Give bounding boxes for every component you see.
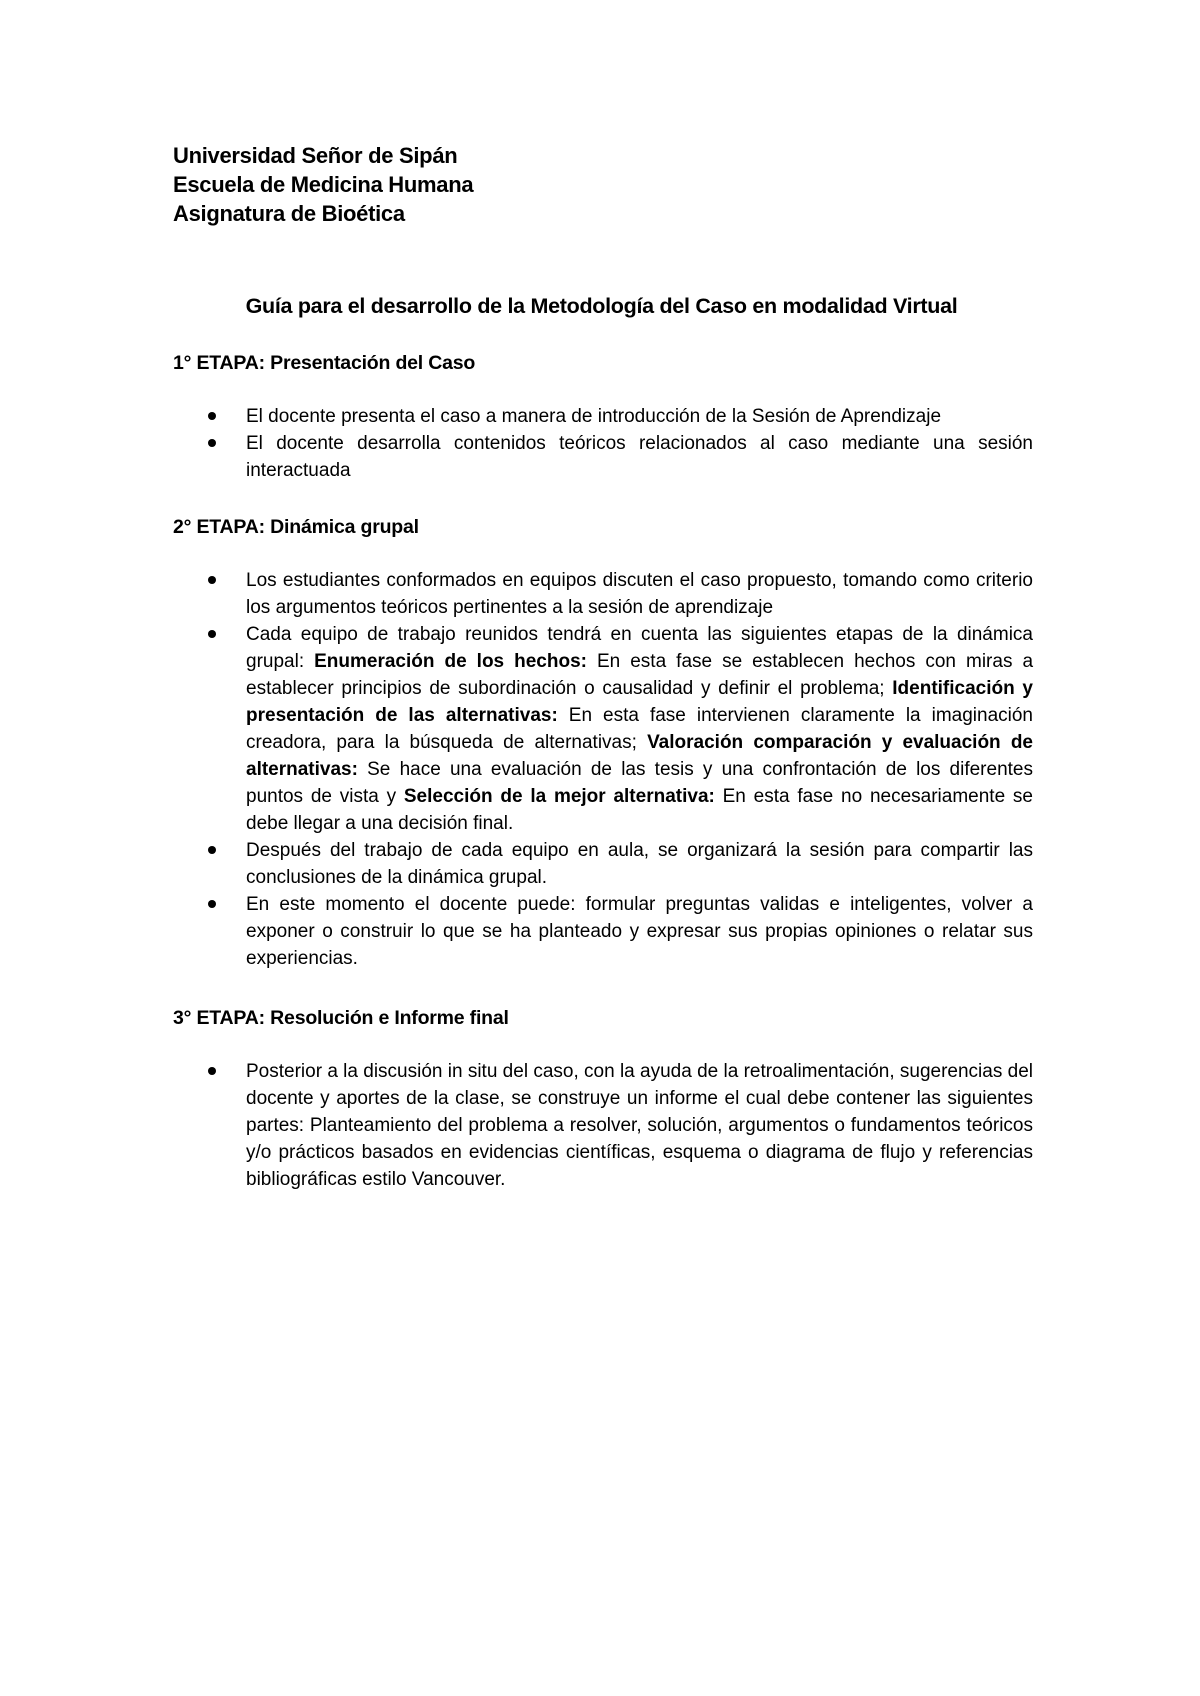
list-item: En este momento el docente puede: formular preguntas validas e inteligentes, volver a exponer o construir lo que se ha planteado y expresar sus propias opiniones o relatar sus experiencias. [173,891,1033,972]
bullet-icon [208,900,216,908]
stage-1-list [173,403,1033,484]
list-item: El docente presenta el caso a manera de introducción de la Sesión de Aprendizaje [173,403,1033,430]
bullet-icon [208,846,216,854]
term-identification: Identificación y presentación de las alternativas: [246,678,1033,726]
list-item: Cada equipo de trabajo reunidos tendrá en cuenta las siguientes etapas de la dinámica grupal: Enumeración de los hechos: En esta fase se establecen hechos con miras a establecer principios de subordinación o causalidad y definir el problema; Identificación y presentación de las alternativas: En esta fase intervienen claramente la imaginación creadora, para la búsqueda de alternativas; Valoración comparación y evaluación de alternativas: Se hace una evaluación de las tesis y una confrontación de los diferentes puntos de vista y Selección de la mejor alternativa: En esta fase no necesariamente se debe llegar a una decisión final. [173,621,1033,837]
bullet-icon [208,412,216,420]
stage-3-heading: 3° ETAPA: Resolución e Informe final [173,1007,509,1029]
term-enumeration: Enumeración de los hechos: [314,651,587,672]
stage-1-section [173,350,1033,484]
document-title: Guía para el desarrollo de la Metodología del Caso en modalidad Virtual [245,294,958,318]
stage-3-list [173,1058,1033,1193]
course-name: Asignatura de Bioética [173,201,405,226]
term-valuation: Valoración comparación y evaluación de alternativas: [246,732,1033,780]
school-name: Escuela de Medicina Humana [173,172,474,197]
bullet-icon [208,439,216,447]
document-header [173,141,873,228]
stage-3-section [173,1005,1033,1193]
stage-2-section [173,514,1033,972]
bullet-icon [208,576,216,584]
list-item: El docente desarrolla contenidos teóricos relacionados al caso mediante una sesión interactuada [173,430,1033,484]
list-item: Los estudiantes conformados en equipos discuten el caso propuesto, tomando como criterio los argumentos teóricos pertinentes a la sesión de aprendizaje [173,567,1033,621]
stage-2-list [173,567,1033,972]
list-item: Después del trabajo de cada equipo en aula, se organizará la sesión para compartir las conclusiones de la dinámica grupal. [173,837,1033,891]
term-selection: Selección de la mejor alternativa: [403,786,715,807]
bullet-icon [208,1067,216,1075]
bullet-icon [208,630,216,638]
university-name: Universidad Señor de Sipán [173,143,458,168]
stage-2-heading: 2° ETAPA: Dinámica grupal [173,516,419,538]
list-item: Posterior a la discusión in situ del caso, con la ayuda de la retroalimentación, sugerencias del docente y aportes de la clase, se construye un informe el cual debe contener las siguientes partes: Planteamiento del problema a resolver, solución, argumentos o fundamentos teóricos y/o prácticos basados en evidencias científicas, esquema o diagrama de flujo y referencias bibliográficas estilo Vancouver. [173,1058,1033,1193]
stage-1-heading: 1° ETAPA: Presentación del Caso [173,352,476,374]
